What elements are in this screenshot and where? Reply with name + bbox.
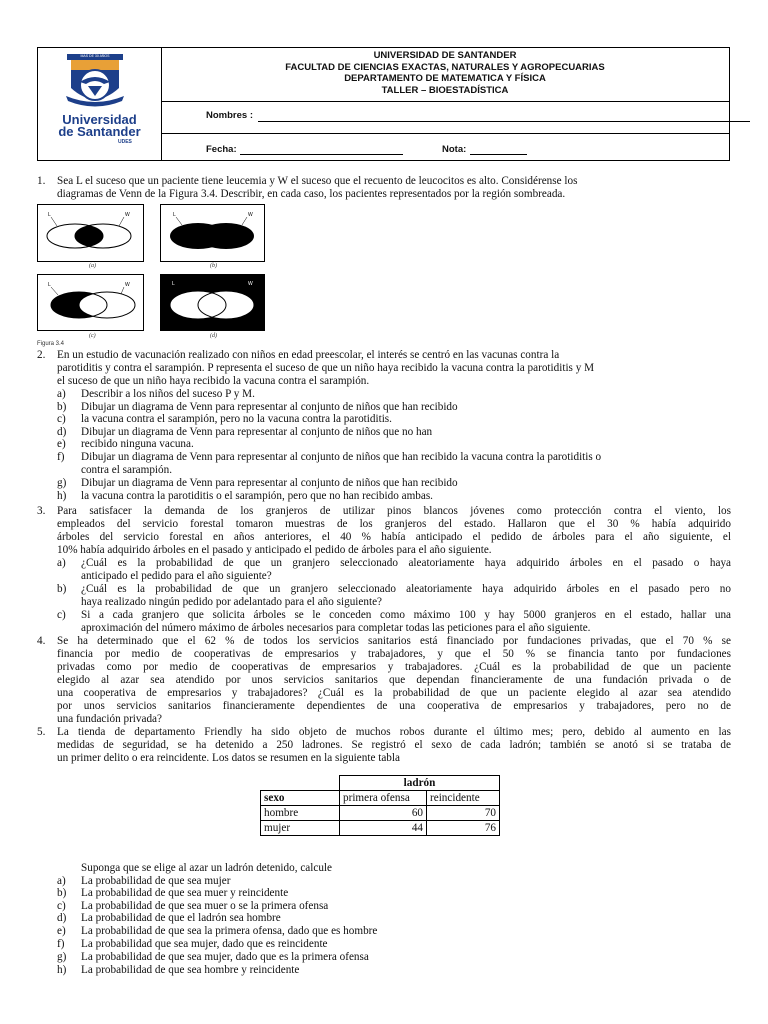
- title-line: FACULTAD DE CIENCIAS EXACTAS, NATURALES Y AGROPECUARIAS: [285, 61, 605, 73]
- set-label: L: [172, 281, 175, 287]
- table-cell: 76: [427, 821, 500, 836]
- question-number: 1.: [37, 175, 46, 187]
- item-letter: h): [57, 490, 67, 502]
- question-number: 2.: [37, 349, 46, 361]
- question-4-line: privadas como por medio de cooperativas de empresarios y trabajadores. ¿Cuál es la probabilidad de que un paciente: [57, 661, 731, 673]
- item-letter: e): [57, 925, 66, 937]
- panel-caption: (a): [89, 263, 96, 269]
- table-cell: hombre: [261, 806, 340, 821]
- table-cell: 60: [340, 806, 427, 821]
- table-header-cell: primera ofensa: [340, 791, 427, 806]
- table-cell: mujer: [261, 821, 340, 836]
- set-label: W: [248, 212, 253, 218]
- set-label: W: [125, 212, 130, 218]
- question-3-line: árboles del servicio forestal en años anteriores, el 40 % había anticipado el pedido de árboles para el año siguiente, el: [57, 531, 731, 543]
- question-3-line: Para satisfacer la demanda de los granjeros de utilizar pinos blancos jóvenes como protección contra el viento, los: [57, 505, 731, 517]
- question-5-line: La tienda de departamento Friendly ha sido objeto de muchos robos durante el último mes; pero, debido al aumento en las: [57, 726, 731, 738]
- item-text: Dibujar un diagrama de Venn para representar al conjunto de niños que no han: [81, 426, 433, 438]
- question-3-line: empleados del servicio forestal tomaron muestras de los granjeros del estado. Hallaron que el 30 % había adquirido: [57, 518, 731, 530]
- item-text: la vacuna contra el sarampión, pero no la vacuna contra la parotiditis.: [81, 413, 392, 425]
- item-letter: g): [57, 951, 67, 963]
- item-letter: b): [57, 887, 67, 899]
- item-text: anticipado el pedido para el año siguiente?: [81, 570, 272, 582]
- item-text: La probabilidad de que sea hombre y reincidente: [81, 964, 300, 976]
- item-text: Dibujar un diagrama de Venn para representar al conjunto de niños que han recibido: [81, 401, 458, 413]
- question-number: 5.: [37, 726, 46, 738]
- table-row: [261, 806, 500, 821]
- venn-diagram-d: [160, 274, 265, 338]
- set-label: L: [48, 282, 51, 288]
- set-label: L: [173, 212, 176, 218]
- header-box: [37, 47, 730, 161]
- item-letter: a): [57, 388, 66, 400]
- title-line: TALLER – BIOESTADÍSTICA: [381, 84, 509, 96]
- question-1-line: Sea L el suceso que un paciente tiene leucemia y W el suceso que el recuento de leucocitos es alto. Considérense los: [57, 175, 578, 187]
- question-4-line: una fundación privada?: [57, 713, 162, 725]
- question-3-line: 10% había adquirido árboles en el pasado y anticipado el pedido de árboles para el año siguiente.: [57, 544, 492, 556]
- nombres-label: Nombres :: [206, 110, 253, 121]
- item-letter: a): [57, 875, 66, 887]
- question-1-line: diagramas de Venn de la Figura 3.4. Describir, en cada caso, los pacientes representados por la región sombreada.: [57, 188, 566, 200]
- nombres-row: [161, 101, 729, 134]
- item-letter: f): [57, 938, 65, 950]
- item-letter: c): [57, 413, 66, 425]
- venn-diagram-b: [160, 204, 265, 268]
- table-header-row: [261, 791, 500, 806]
- logo-wordmark: [38, 114, 161, 138]
- logo-line-2: de Santander: [58, 124, 141, 139]
- question-2-line: el suceso de que un niño haya recibido la vacuna contra el sarampión.: [57, 375, 370, 387]
- question-4-line: una cooperativa de empresarios y trabajadores? ¿Cuál es la probabilidad de que un paciente elegido al azar sea atendido: [57, 687, 731, 699]
- item-letter: a): [57, 557, 66, 569]
- item-text: La probabilidad de que sea la primera ofensa, dado que es hombre: [81, 925, 378, 937]
- title-block: [161, 48, 729, 102]
- table-group-header: ladrón: [340, 776, 500, 791]
- table-cell: [261, 776, 340, 791]
- question-5-line: medidas de seguridad, se ha detenido a 250 ladrones. Se registró el sexo de cada ladrón; también se anotó si se trataba de: [57, 739, 731, 751]
- item-letter: d): [57, 426, 67, 438]
- item-text: Si a cada granjero que solicita árboles se le conceden como máximo 100 y hay 5000 granjeros en el estado, hallar una: [81, 609, 731, 621]
- set-label: L: [48, 212, 51, 218]
- item-text: la vacuna contra la parotiditis o el sarampión, pero que no han recibido ambas.: [81, 490, 433, 502]
- item-letter: f): [57, 451, 65, 463]
- item-text: Dibujar un diagrama de Venn para representar al conjunto de niños que han recibido la vacuna contra la parotiditis o: [81, 451, 602, 463]
- table-header-cell: sexo: [261, 791, 340, 806]
- item-text: ¿Cuál es la probabilidad de que un granjero seleccionado aleatoriamente haya adquirido árboles en el pasado pero no: [81, 583, 731, 595]
- table-row: [261, 821, 500, 836]
- item-text: ¿Cuál es la probabilidad de que un granjero seleccionado aleatoriamente haya adquirido árboles en el pasado o haya: [81, 557, 731, 569]
- university-logo: [38, 48, 162, 160]
- item-text: Dibujar un diagrama de Venn para representar al conjunto de niños que han recibido: [81, 477, 458, 489]
- item-letter: c): [57, 609, 66, 621]
- set-label: W: [248, 281, 253, 287]
- nota-field[interactable]: [470, 154, 527, 155]
- item-text: La probabilidad de que sea mujer: [81, 875, 231, 887]
- set-label: W: [125, 282, 130, 288]
- item-text: La probabilidad de que el ladrón sea hombre: [81, 912, 281, 924]
- venn-diagram-c: [37, 274, 144, 338]
- item-letter: b): [57, 401, 67, 413]
- title-line: DEPARTAMENTO DE MATEMATICA Y FÍSICA: [344, 73, 546, 84]
- thieves-table: [260, 775, 500, 836]
- panel-caption: (b): [210, 263, 217, 269]
- fecha-field[interactable]: [240, 154, 403, 155]
- table-header-row: [261, 776, 500, 791]
- question-4-line: Se ha determinado que el 62 % de todos los servicios sanitarios está financiado por fundaciones privadas, que el 70 % se: [57, 635, 731, 647]
- logo-ribbon: MAS DE 30 AÑOS: [80, 54, 110, 58]
- table-header-cell: reincidente: [427, 791, 500, 806]
- table-cell: 44: [340, 821, 427, 836]
- item-text: La probabilidad de que sea muer o se la primera ofensa: [81, 900, 329, 912]
- question-2-line: En un estudio de vacunación realizado con niños en edad preescolar, el interés se centró en las vacunas contra la: [57, 349, 560, 361]
- figure-caption: Figura 3.4: [37, 341, 65, 347]
- title-line: UNIVERSIDAD DE SANTANDER: [373, 50, 517, 61]
- item-letter: h): [57, 964, 67, 976]
- item-letter: g): [57, 477, 67, 489]
- logo-badge: UDES: [118, 139, 132, 145]
- question-number: 3.: [37, 505, 46, 517]
- question-number: 4.: [37, 635, 46, 647]
- eagle-shield-icon: [38, 48, 161, 160]
- question-4-line: por unos servicios sanitarios financieramente dependientes de una cooperativa de empresarios y trabajadores, pero no de: [57, 700, 731, 712]
- item-letter: c): [57, 900, 66, 912]
- question-5-line: un primer delito o era reincidente. Los datos se resumen en la siguiente tabla: [57, 752, 400, 764]
- question-2-line: parotiditis y contra el sarampión. P representa el suceso de que un niño haya recibido la vacuna contra la parotiditis y M: [57, 362, 595, 374]
- question-4-line: financia por medio de cooperativas de empresarios y trabajadores, y que el 50 % se financia tanto por fundaciones: [57, 648, 731, 660]
- item-text: recibido ninguna vacuna.: [81, 438, 194, 450]
- item-text: aproximación del número máximo de árboles necesarios para completar todas las peticiones para el año siguiente.: [81, 622, 591, 634]
- item-text: haya realizado ningún pedido por adelantado para el año siguiente?: [81, 596, 383, 608]
- table-cell: 70: [427, 806, 500, 821]
- item-text: Describir a los niños del suceso P y M.: [81, 388, 255, 400]
- item-letter: b): [57, 583, 67, 595]
- item-text: contra el sarampión.: [81, 464, 173, 476]
- item-text: La probabilidad de que sea mujer, dado que es la primera ofensa: [81, 951, 369, 963]
- venn-diagram-a: [37, 204, 144, 268]
- nombres-field[interactable]: [258, 121, 750, 122]
- fecha-label: Fecha:: [206, 144, 237, 155]
- fecha-row: [161, 133, 729, 160]
- item-letter: d): [57, 912, 67, 924]
- item-letter: e): [57, 438, 66, 450]
- nota-label: Nota:: [442, 144, 467, 155]
- question-5-intro: Suponga que se elige al azar un ladrón detenido, calcule: [81, 862, 332, 874]
- question-4-line: elegido al azar sea atendido por unos servicios sanitarios que dependan financieramente de una fundación privada o de: [57, 674, 731, 686]
- panel-caption: (d): [210, 333, 217, 339]
- panel-caption: (c): [89, 333, 96, 339]
- item-text: La probabilidad que sea mujer, dado que es reincidente: [81, 938, 328, 950]
- logo-line-1: Universidad: [62, 112, 137, 127]
- item-text: La probabilidad de que sea muer y reincidente: [81, 887, 289, 899]
